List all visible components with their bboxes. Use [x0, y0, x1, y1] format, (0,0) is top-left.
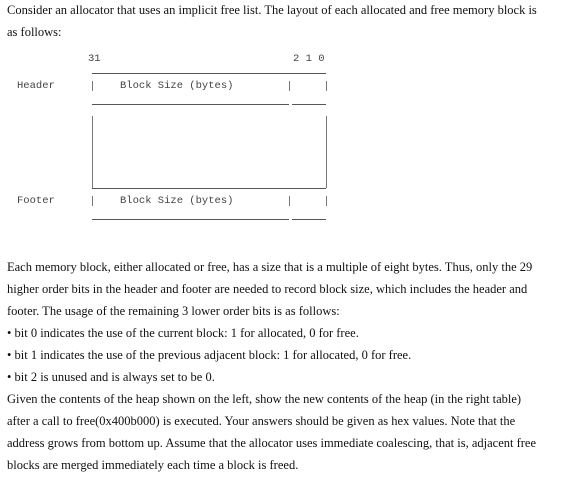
body-line-2: higher order bits in the header and footer are needed to record block size, which includes the header and: [7, 282, 528, 296]
intro-line-1: Consider an allocator that uses an implicit free list. The layout of each allocated and free memory block is: [7, 3, 537, 17]
payload-left-border: [92, 116, 93, 188]
payload-right-border: [326, 116, 327, 188]
footer-right-tick: [326, 196, 327, 206]
header-block-size-field: Block Size (bytes): [120, 80, 234, 92]
bit-31-label: 31: [88, 53, 101, 65]
footer-left-tick: [92, 196, 93, 206]
footer-bottom-border-left: [92, 219, 289, 220]
explanation-paragraph: [7, 256, 555, 476]
header-divider-tick: [289, 81, 290, 91]
bullet-bit-0: • bit 0 indicates the use of the current block: 1 for allocated, 0 for free.: [7, 326, 359, 340]
footer-block-size-field: Block Size (bytes): [120, 195, 234, 207]
header-right-tick: [326, 81, 327, 91]
header-bottom-border-left: [92, 104, 289, 105]
footer-label: Footer: [17, 195, 55, 207]
body-line-1: Each memory block, either allocated or free, has a size that is a multiple of eight bytes. Thus, only the 29: [7, 260, 533, 274]
footer-bottom-border-right: [292, 219, 326, 220]
footer-top-border: [92, 188, 326, 189]
footer-divider-tick: [289, 196, 290, 206]
header-label: Header: [17, 80, 55, 92]
body-line-3: footer. The usage of the remaining 3 lower order bits is as follows:: [7, 304, 340, 318]
body-line-9: address grows from bottom up. Assume that the allocator uses immediate coalescing, that is, adjacent free: [7, 436, 537, 450]
header-top-border: [92, 73, 326, 74]
intro-line-2: as follows:: [7, 25, 62, 39]
intro-paragraph: [7, 0, 555, 43]
header-bottom-border-right: [292, 104, 326, 105]
bits-2-1-0-label: 2 1 0: [293, 53, 325, 65]
body-line-8: after a call to free(0x400b000) is executed. Your answers should be given as hex values. Note that the: [7, 414, 516, 428]
bullet-bit-1: • bit 1 indicates the use of the previous adjacent block: 1 for allocated, 0 for free.: [7, 348, 412, 362]
body-line-10: blocks are merged immediately each time a block is freed.: [7, 458, 299, 472]
header-left-tick: [92, 81, 93, 91]
body-line-7: Given the contents of the heap shown on the left, show the new contents of the heap (in the right table): [7, 392, 522, 406]
bullet-bit-2: • bit 2 is unused and is always set to be 0.: [7, 370, 215, 384]
